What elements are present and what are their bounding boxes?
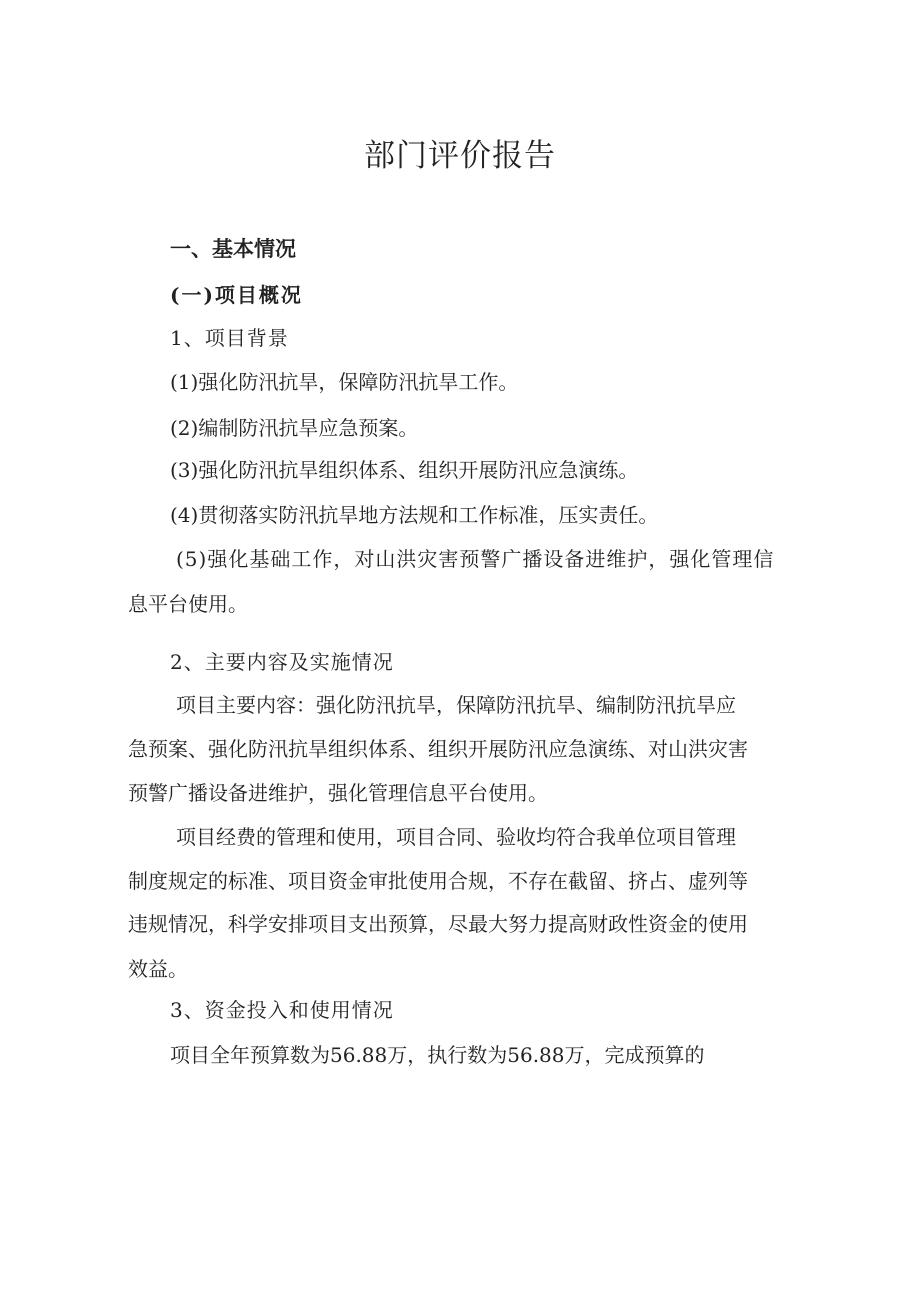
item-heading-funding: 3、资金投入和使用情况 (170, 998, 394, 1022)
funds-paragraph-line: 效益。 (128, 957, 188, 981)
item-heading-main-content: 2、主要内容及实施情况 (170, 650, 394, 674)
funds-paragraph-line: 违规情况，科学安排项目支出预算，尽最大努力提高财政性资金的使用 (128, 912, 748, 936)
content-paragraph-line: 预警广播设备进维护，强化管理信息平台使用。 (128, 781, 548, 805)
background-item-3: (3)强化防汛抗旱组织体系、组织开展防汛应急演练。 (170, 458, 639, 482)
budget-paragraph-line: 项目全年预算数为56.88万，执行数为56.88万，完成预算的 (170, 1043, 705, 1067)
item-heading-background: 1、项目背景 (170, 326, 289, 350)
background-item-4: (4)贯彻落实防汛抗旱地方法规和工作标准，压实责任。 (170, 503, 659, 527)
content-paragraph-line: 项目主要内容：强化防汛抗旱，保障防汛抗旱、编制防汛抗旱应 (176, 693, 736, 717)
background-item-1: (1)强化防汛抗旱，保障防汛抗旱工作。 (170, 370, 519, 394)
funds-paragraph-line: 制度规定的标准、项目资金审批使用合规，不存在截留、挤占、虚列等 (128, 869, 748, 893)
funds-paragraph-line: 项目经费的管理和使用，项目合同、验收均符合我单位项目管理 (176, 825, 736, 849)
subsection-heading-overview: (一)项目概况 (170, 283, 303, 307)
background-item-2: (2)编制防汛抗旱应急预案。 (170, 416, 419, 440)
page-title: 部门评价报告 (364, 138, 556, 174)
background-item-5-continued: 息平台使用。 (128, 592, 248, 616)
section-heading-basic-info: 一、基本情况 (170, 237, 296, 261)
content-paragraph-line: 急预案、强化防汛抗旱组织体系、组织开展防汛应急演练、对山洪灾害 (128, 737, 748, 761)
background-item-5: (5)强化基础工作，对山洪灾害预警广播设备进维护，强化管理信 (176, 547, 775, 571)
